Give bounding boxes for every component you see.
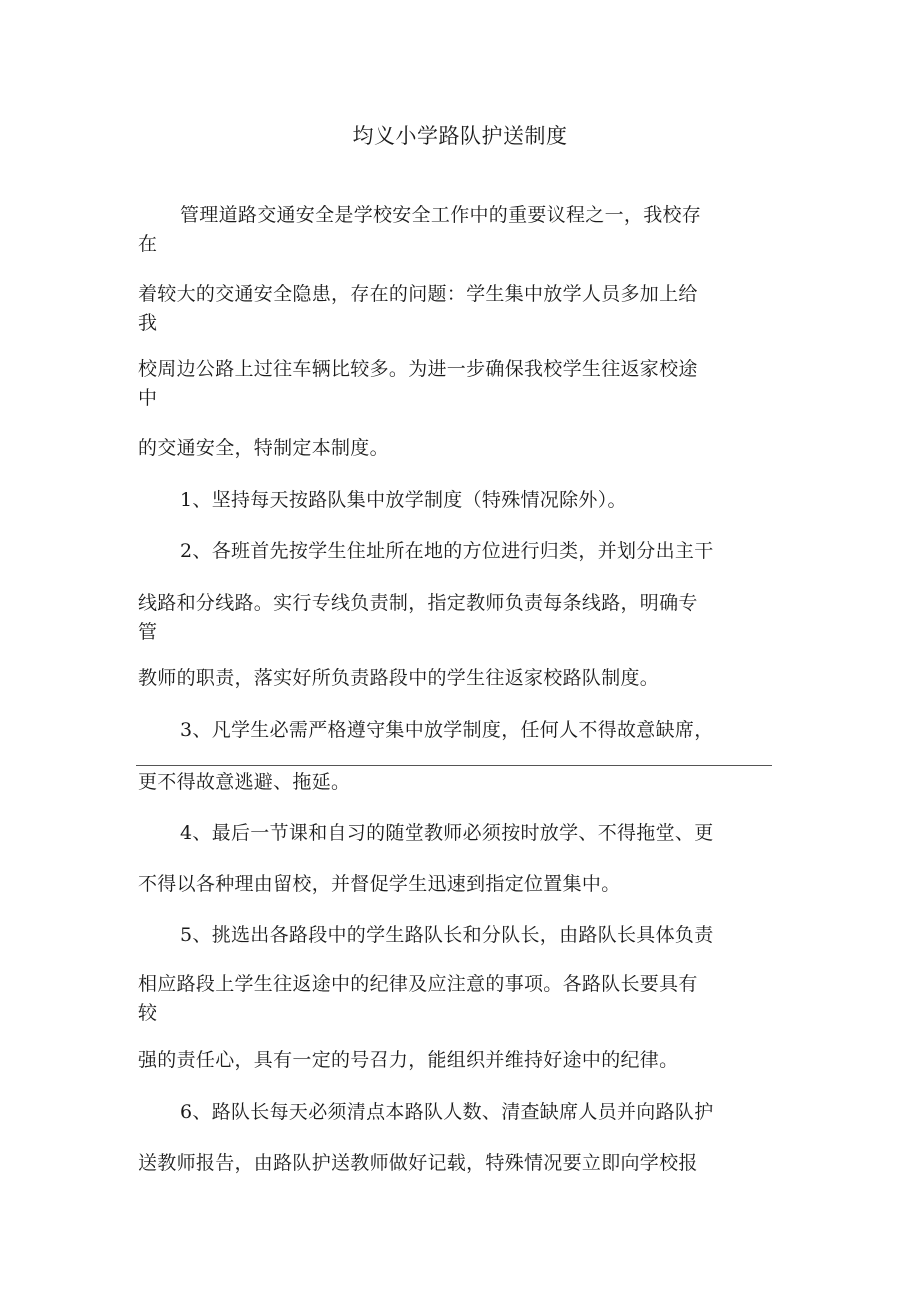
horizontal-divider	[136, 765, 772, 766]
paragraph-intro-line-3: 校周边公路上过往车辆比较多。为进一步确保我校学生往返家校途	[138, 358, 698, 380]
paragraph-intro-line-4: 的交通安全，特制定本制度。	[138, 437, 389, 459]
rule-5-line-2: 相应路段上学生往返途中的纪律及应注意的事项。各路队长要具有	[138, 973, 698, 995]
rule-3-line-2: 更不得故意逃避、拖延。	[138, 771, 351, 793]
rule-5-line-2-wrap: 较	[138, 1002, 158, 1024]
paragraph-intro-line-1: 管理道路交通安全是学校安全工作中的重要议程之一，我校存	[180, 204, 702, 226]
rule-2-line-2-wrap: 管	[138, 621, 158, 643]
rule-1-line-1: 1、坚持每天按路队集中放学制度（特殊情况除外）。	[180, 489, 627, 511]
rule-3-line-1: 3、凡学生必需严格遵守集中放学制度，任何人不得故意缺席，	[180, 719, 714, 741]
rule-5-line-1: 5、挑选出各路段中的学生路队长和分队长，由路队长具体负责	[180, 924, 714, 946]
rule-2-line-3: 教师的职责，落实好所负责路段中的学生往返家校路队制度。	[138, 667, 660, 689]
rule-4-line-2: 不得以各种理由留校，并督促学生迅速到指定位置集中。	[138, 873, 621, 895]
paragraph-intro-line-1-wrap: 在	[138, 233, 158, 255]
document-title: 均义小学路队护送制度	[352, 124, 568, 148]
rule-4-line-1: 4、最后一节课和自习的随堂教师必须按时放学、不得拖堂、更	[180, 822, 714, 844]
paragraph-intro-line-2-wrap: 我	[138, 312, 158, 334]
rule-6-line-1: 6、路队长每天必须清点本路队人数、清查缺席人员并向路队护	[180, 1101, 714, 1123]
paragraph-intro-line-2: 着较大的交通安全隐患，存在的问题：学生集中放学人员多加上给	[138, 283, 698, 305]
paragraph-intro-line-3-wrap: 中	[138, 387, 158, 409]
rule-5-line-3: 强的责任心，具有一定的号召力，能组织并维持好途中的纪律。	[138, 1049, 679, 1071]
rule-2-line-1: 2、各班首先按学生住址所在地的方位进行归类，并划分出主干	[180, 540, 714, 562]
rule-6-line-2: 送教师报告，由路队护送教师做好记载，特殊情况要立即向学校报	[138, 1152, 698, 1174]
rule-2-line-2: 线路和分线路。实行专线负责制，指定教师负责每条线路，明确专	[138, 592, 698, 614]
